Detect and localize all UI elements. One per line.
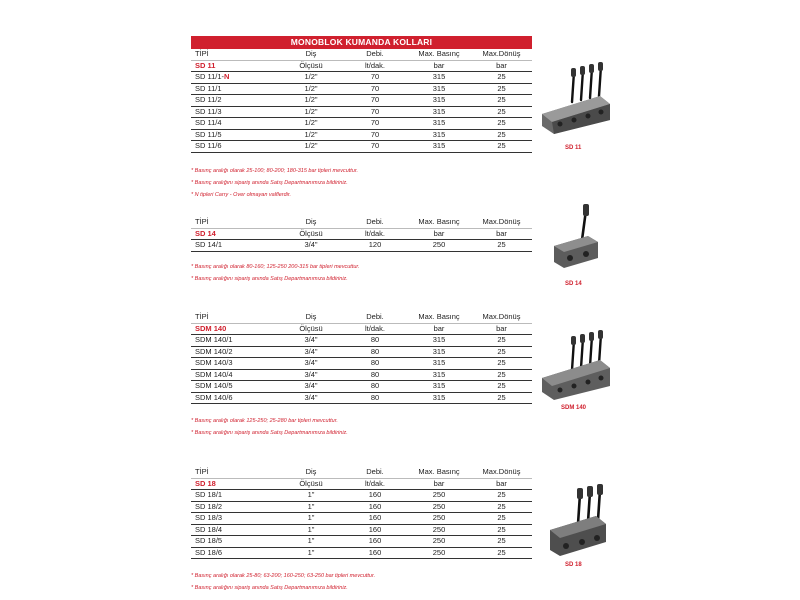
cell-pressure: 315 [407,369,471,381]
spec-table-sd11 [191,49,532,153]
col-header-flow: Debi. [343,49,407,60]
cell-pressure: 315 [407,358,471,370]
table-row [191,129,532,141]
cell-rotation: 25 [471,369,532,381]
unit-rotation: bar [471,228,532,240]
col-header-type: TİPİ [191,217,279,228]
table-header-row [191,217,532,228]
cell-pressure: 315 [407,106,471,118]
model-units-row [191,478,532,490]
unit-pressure: bar [407,228,471,240]
cell-flow: 80 [343,346,407,358]
model-units-row [191,60,532,72]
col-header-flow: Debi. [343,467,407,478]
notes-sd18 [191,570,375,594]
notes-sd14 [191,261,360,285]
cell-pressure: 315 [407,346,471,358]
col-header-flow: Debi. [343,217,407,228]
cell-flow: 160 [343,547,407,559]
note-line: * Basınç aralığını sipariş anında Satış Departmanımıza bildiriniz. [191,180,348,186]
cell-type: SD 18/2 [191,501,279,513]
col-header-pressure: Max. Basınç [407,312,471,323]
note-line: * Basınç aralığı olarak 25-80; 63-200; 160-250; 63-250 bar tipleri mevcuttur. [191,573,376,579]
cell-type: SDM 140/6 [191,392,279,404]
col-header-pressure: Max. Basınç [407,467,471,478]
cell-flow: 80 [343,369,407,381]
cell-pressure: 315 [407,381,471,393]
note-line: * Basınç aralığını sipariş anında Satış Departmanımıza bildiriniz. [191,585,348,591]
col-header-thread: Diş [279,217,343,228]
cell-pressure: 250 [407,501,471,513]
model-name: SD 11 [191,60,279,72]
cell-type: SD 18/4 [191,524,279,536]
cell-rotation: 25 [471,335,532,347]
cell-pressure: 315 [407,129,471,141]
table-header-row [191,312,532,323]
cell-thread: 1" [279,513,343,525]
non-carry-over-suffix: N [224,72,230,82]
cell-rotation: 25 [471,346,532,358]
cell-rotation: 25 [471,106,532,118]
col-header-type: TİPİ [191,49,279,60]
caption-sd14: SD 14 [565,281,582,287]
col-header-rotation: Max.Dönüş [471,217,532,228]
cell-thread: 1/2" [279,106,343,118]
cell-flow: 70 [343,95,407,107]
table-row [191,369,532,381]
cell-thread: 3/4" [279,358,343,370]
table-row [191,381,532,393]
cell-thread: 1/2" [279,83,343,95]
cell-pressure: 315 [407,392,471,404]
cell-rotation: 25 [471,83,532,95]
cell-rotation: 25 [471,513,532,525]
cell-flow: 120 [343,240,407,252]
table-row [191,240,532,252]
cell-rotation: 25 [471,240,532,252]
cell-flow: 80 [343,392,407,404]
cell-rotation: 25 [471,547,532,559]
cell-rotation: 25 [471,490,532,502]
cell-thread: 1" [279,547,343,559]
cell-flow: 70 [343,118,407,130]
cell-type: SDM 140/2 [191,346,279,358]
cell-rotation: 25 [471,72,532,84]
unit-rotation: bar [471,60,532,72]
note-line: * Basınç aralığı olarak 80-160; 125-250 200-315 bar tipleri mevcuttur. [191,264,360,270]
cell-type: SD 18/1 [191,490,279,502]
table-row [191,524,532,536]
cell-rotation: 25 [471,141,532,153]
model-name: SD 18 [191,478,279,490]
note-line: * Basınç aralığı olarak 25-100; 80-200; 180-315 bar tipleri mevcuttur. [191,168,359,174]
valve-sd11-image [538,62,612,140]
cell-flow: 160 [343,513,407,525]
spec-table-sd14 [191,217,532,252]
col-header-thread: Diş [279,312,343,323]
cell-flow: 70 [343,72,407,84]
cell-thread: 3/4" [279,392,343,404]
cell-type: SD 18/6 [191,547,279,559]
cell-type: SDM 140/3 [191,358,279,370]
col-header-thread: Diş [279,49,343,60]
caption-sd18: SD 18 [565,562,582,568]
cell-flow: 70 [343,129,407,141]
cell-rotation: 25 [471,129,532,141]
cell-thread: 1/2" [279,129,343,141]
notes-sd11 [191,165,358,201]
caption-sd11: SD 11 [565,145,582,151]
cell-thread: 1/2" [279,141,343,153]
cell-rotation: 25 [471,118,532,130]
cell-type-text: SD 11/1-N [195,72,230,82]
unit-pressure: bar [407,323,471,335]
unit-thread: Ölçüsü [279,60,343,72]
col-header-flow: Debi. [343,312,407,323]
table-row [191,358,532,370]
cell-type: SDM 140/5 [191,381,279,393]
cell-rotation: 25 [471,392,532,404]
notes-sdm140 [191,415,348,439]
cell-type: SD 11/3 [191,106,279,118]
table-row [191,72,532,84]
col-header-thread: Diş [279,467,343,478]
cell-pressure: 315 [407,335,471,347]
unit-flow: lt/dak. [343,323,407,335]
cell-flow: 80 [343,358,407,370]
spec-table-sd18 [191,467,532,559]
table-row [191,501,532,513]
cell-rotation: 25 [471,358,532,370]
cell-pressure: 315 [407,72,471,84]
caption-sdm140: SDM 140 [561,405,587,411]
col-header-rotation: Max.Dönüş [471,312,532,323]
cell-pressure: 250 [407,536,471,548]
table-row [191,118,532,130]
cell-type: SD 11/2 [191,95,279,107]
cell-type: SD 18/5 [191,536,279,548]
unit-rotation: bar [471,478,532,490]
cell-flow: 70 [343,141,407,153]
note-line: * Basınç aralığını sipariş anında Satış Departmanımıza bildiriniz. [191,276,348,282]
unit-thread: Ölçüsü [279,478,343,490]
cell-thread: 3/4" [279,381,343,393]
cell-thread: 1/2" [279,72,343,84]
cell-flow: 160 [343,501,407,513]
unit-thread: Ölçüsü [279,228,343,240]
cell-type: SD 11/5 [191,129,279,141]
note-line: * Basınç aralığı olarak 125-250; 25-280 bar tipleri mevcuttur. [191,418,338,424]
unit-flow: lt/dak. [343,228,407,240]
cell-rotation: 25 [471,501,532,513]
cell-pressure: 315 [407,118,471,130]
cell-thread: 1" [279,490,343,502]
cell-pressure: 250 [407,240,471,252]
cell-thread: 3/4" [279,369,343,381]
table-row [191,83,532,95]
model-units-row [191,323,532,335]
table-row [191,106,532,118]
cell-pressure: 250 [407,547,471,559]
cell-flow: 70 [343,83,407,95]
cell-flow: 160 [343,490,407,502]
col-header-pressure: Max. Basınç [407,49,471,60]
cell-pressure: 250 [407,524,471,536]
cell-thread: 3/4" [279,346,343,358]
cell-flow: 70 [343,106,407,118]
table-header-row [191,467,532,478]
table-row [191,335,532,347]
table-header-row [191,49,532,60]
cell-thread: 1" [279,501,343,513]
table-row [191,490,532,502]
cell-thread: 1/2" [279,118,343,130]
cell-type: SD 11/1 [191,83,279,95]
valve-sd18-image [544,484,610,560]
cell-flow: 80 [343,335,407,347]
note-line: * N tipleri Carry - Over olmayan valflerdir. [191,192,292,198]
table-row [191,392,532,404]
table-row [191,536,532,548]
spec-table-sdm140 [191,312,532,404]
col-header-type: TİPİ [191,467,279,478]
valve-sd14-image [548,202,602,274]
col-header-pressure: Max. Basınç [407,217,471,228]
col-header-rotation: Max.Dönüş [471,467,532,478]
catalog-banner: MONOBLOK KUMANDA KOLLARI [191,36,532,49]
cell-rotation: 25 [471,381,532,393]
col-header-type: TİPİ [191,312,279,323]
model-name: SD 14 [191,228,279,240]
cell-pressure: 315 [407,95,471,107]
valve-sdm140-image [540,328,612,404]
cell-thread: 3/4" [279,240,343,252]
cell-flow: 160 [343,536,407,548]
cell-type: SD 11/6 [191,141,279,153]
cell-thread: 1/2" [279,95,343,107]
unit-flow: lt/dak. [343,60,407,72]
unit-pressure: bar [407,60,471,72]
unit-thread: Ölçüsü [279,323,343,335]
cell-thread: 1" [279,524,343,536]
cell-thread: 1" [279,536,343,548]
table-row [191,547,532,559]
model-name: SDM 140 [191,323,279,335]
unit-flow: lt/dak. [343,478,407,490]
cell-pressure: 315 [407,141,471,153]
cell-pressure: 315 [407,83,471,95]
cell-type [191,72,279,84]
cell-rotation: 25 [471,536,532,548]
cell-pressure: 250 [407,490,471,502]
table-row [191,95,532,107]
cell-type: SD 18/3 [191,513,279,525]
model-units-row [191,228,532,240]
col-header-rotation: Max.Dönüş [471,49,532,60]
cell-type: SD 14/1 [191,240,279,252]
cell-pressure: 250 [407,513,471,525]
cell-rotation: 25 [471,524,532,536]
cell-flow: 80 [343,381,407,393]
unit-rotation: bar [471,323,532,335]
table-row [191,513,532,525]
unit-pressure: bar [407,478,471,490]
note-line: * Basınç aralığını sipariş anında Satış Departmanımıza bildiriniz. [191,430,348,436]
cell-flow: 160 [343,524,407,536]
table-row [191,346,532,358]
cell-type: SDM 140/4 [191,369,279,381]
cell-thread: 3/4" [279,335,343,347]
cell-type: SD 11/4 [191,118,279,130]
table-row [191,141,532,153]
cell-rotation: 25 [471,95,532,107]
cell-type: SDM 140/1 [191,335,279,347]
